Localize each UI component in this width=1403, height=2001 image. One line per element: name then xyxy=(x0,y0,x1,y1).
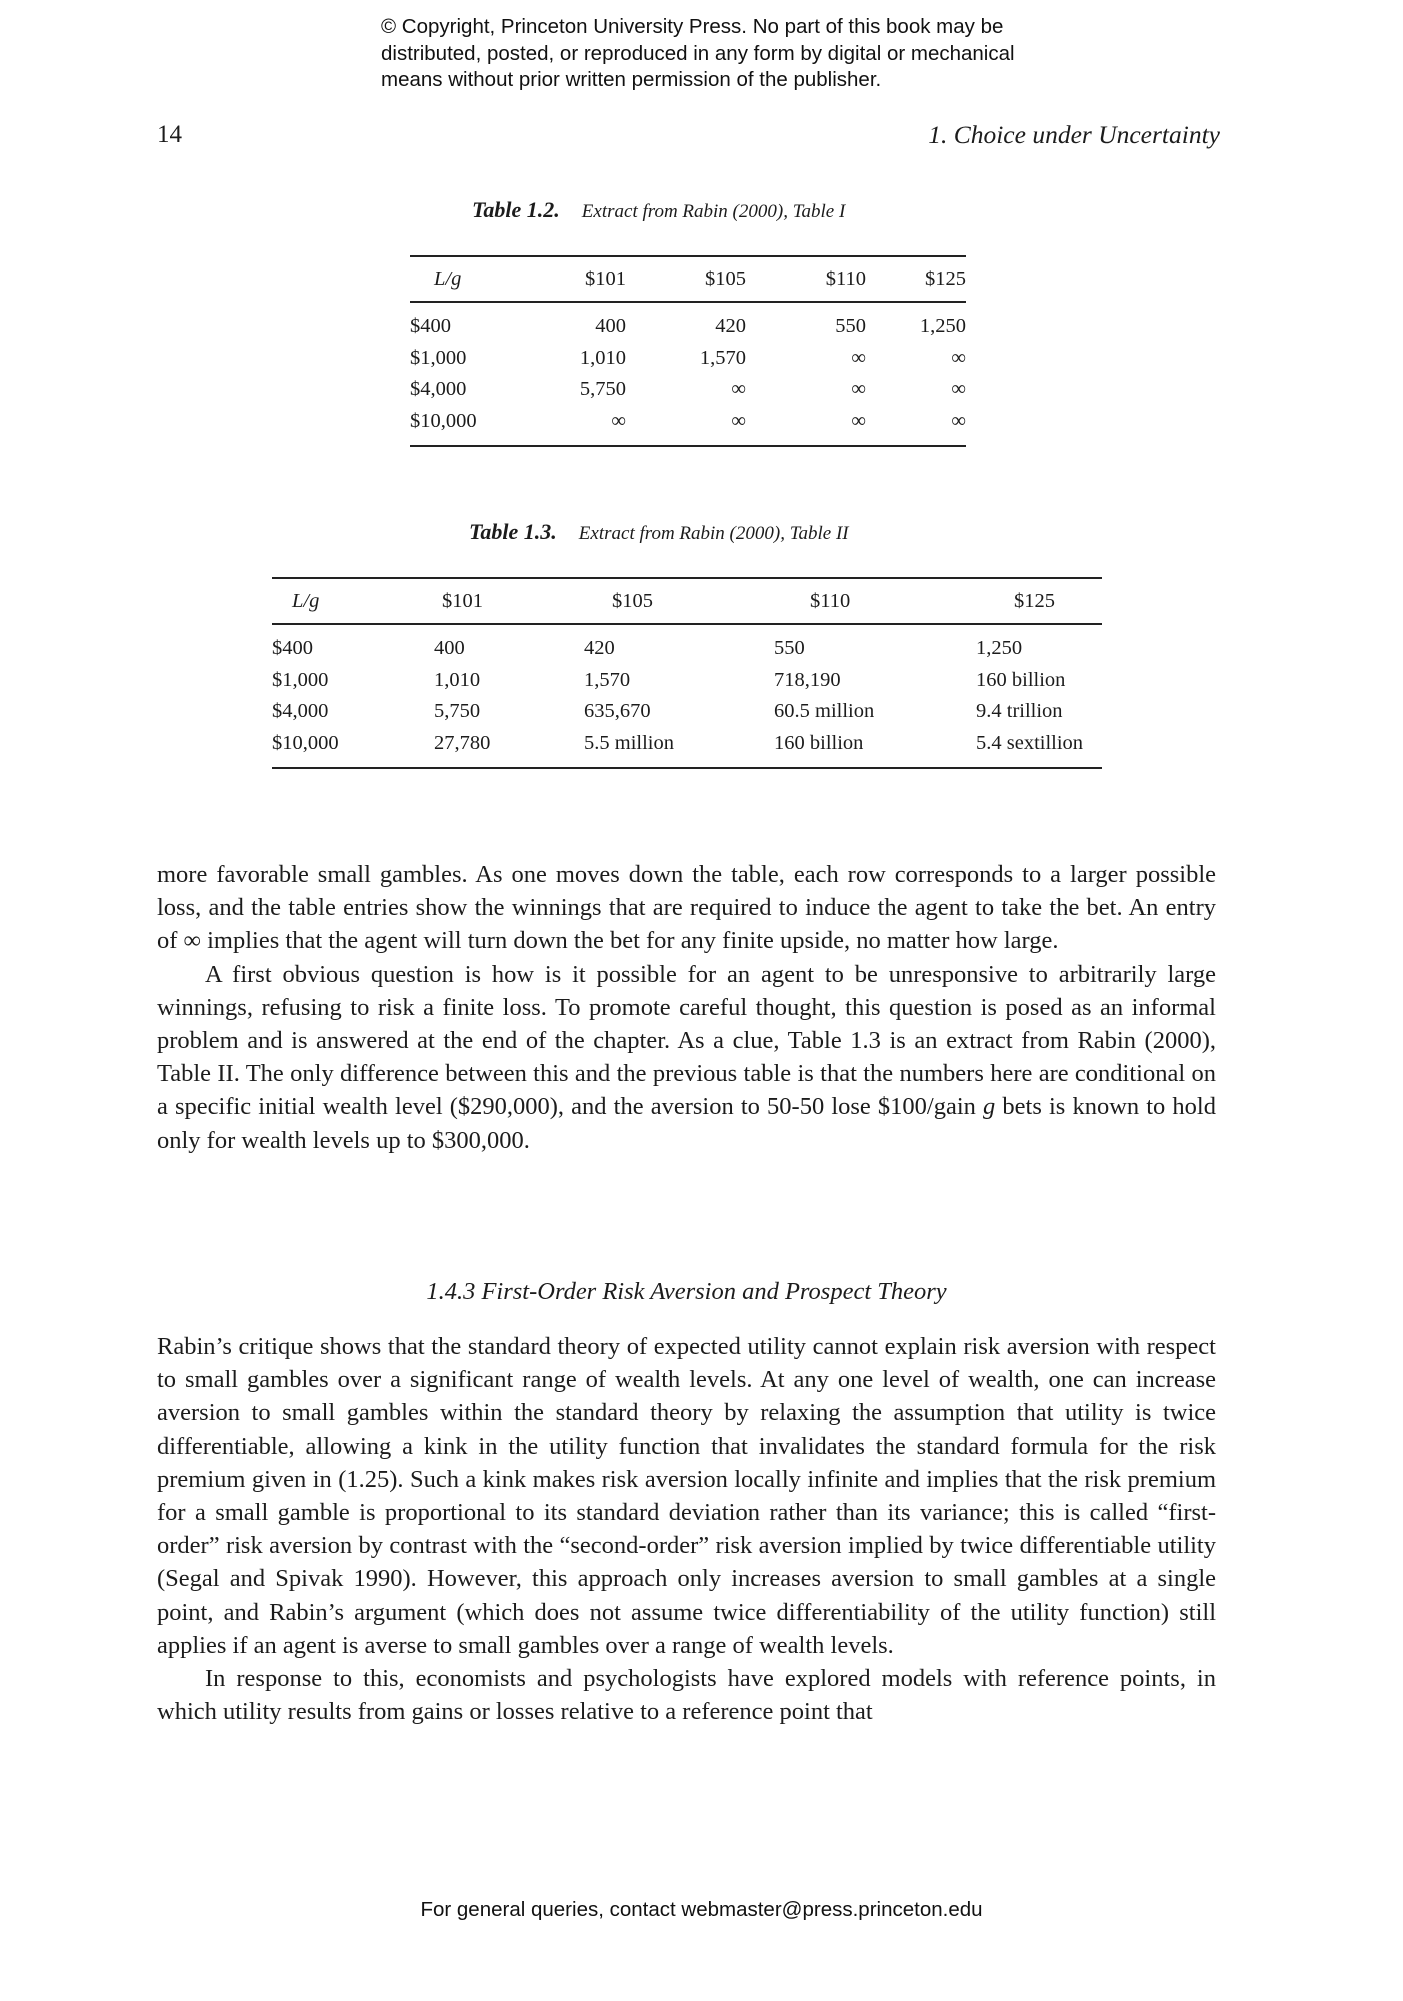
table-cell: 1,570 xyxy=(584,668,631,691)
math-variable: g xyxy=(983,1093,996,1121)
table-row xyxy=(272,696,1102,728)
table-cell: ∞ xyxy=(731,409,746,432)
table-cell: 550 xyxy=(774,637,805,660)
table-cell: 160 billion xyxy=(976,668,1066,691)
table-cell: ∞ xyxy=(951,378,966,401)
table-row xyxy=(410,406,966,447)
column-header: $105 xyxy=(584,578,774,624)
table-cell: 9.4 trillion xyxy=(976,700,1063,723)
table-cell: 5.4 sextillion xyxy=(976,731,1084,754)
body-text-block-2 xyxy=(157,1330,1216,1728)
copyright-notice xyxy=(381,14,1141,94)
copyright-line: distributed, posted, or reproduced in any form by digital or mechanical xyxy=(381,41,1015,65)
row-header: $4,000 xyxy=(410,378,467,401)
column-header: $125 xyxy=(976,578,1102,624)
table-row xyxy=(272,624,1102,665)
table-cell: ∞ xyxy=(611,409,626,432)
text-run: A first obvious question is how is it possible for an agent to be unresponsive to arbitrarily large winnings, refusing to risk a finite loss. To promote careful thought, this question is posed as an informal problem and is answered at the end of the chapter. As a clue, Table 1.3 is an extract from Rabin (2000), Table II. The only difference between this and the previous table is that the numbers here are conditional on a specific initial wealth level ($290,000), and the aversion to 50-50 lose $100/gain xyxy=(157,960,1216,1121)
table-caption-text: Extract from Rabin (2000), Table I xyxy=(581,201,846,222)
table-cell: 420 xyxy=(584,637,615,660)
text-run: bets is known to hold only for wealth levels up to $300,000. xyxy=(157,1093,1216,1154)
column-header: $105 xyxy=(626,256,746,302)
table-cell: 635,670 xyxy=(584,700,651,723)
column-header: $110 xyxy=(746,256,866,302)
column-header: $110 xyxy=(774,578,976,624)
table-row xyxy=(410,302,966,343)
table-caption-text: Extract from Rabin (2000), Table II xyxy=(578,523,849,544)
table-cell: 420 xyxy=(715,315,746,338)
table-1-2-caption xyxy=(472,197,845,223)
table-header-row xyxy=(272,578,1102,624)
table-cell: 1,570 xyxy=(699,346,746,369)
table-cell: 1,250 xyxy=(976,637,1023,660)
paragraph xyxy=(157,958,1216,1157)
row-header: $4,000 xyxy=(272,700,329,723)
table-header-row xyxy=(410,256,966,302)
table-cell: ∞ xyxy=(951,409,966,432)
row-header: $10,000 xyxy=(410,409,477,432)
table-row xyxy=(410,374,966,406)
column-header: $125 xyxy=(866,256,966,302)
row-header: $400 xyxy=(272,637,313,660)
column-header: $101 xyxy=(434,578,584,624)
table-cell: 27,780 xyxy=(434,731,491,754)
table-cell: 1,250 xyxy=(919,315,966,338)
row-header: $1,000 xyxy=(272,668,329,691)
table-cell: 550 xyxy=(835,315,866,338)
table-cell: ∞ xyxy=(851,346,866,369)
table-cell: ∞ xyxy=(951,346,966,369)
row-header: $10,000 xyxy=(272,731,339,754)
row-header: $1,000 xyxy=(410,346,467,369)
table-cell: 5.5 million xyxy=(584,731,674,754)
table-1-3-caption xyxy=(469,519,849,545)
table-cell: 1,010 xyxy=(579,346,626,369)
page-number: 14 xyxy=(157,121,182,148)
body-text-block-1 xyxy=(157,858,1216,1157)
table-cell: ∞ xyxy=(851,378,866,401)
column-header: L/g xyxy=(272,578,434,624)
table-row xyxy=(272,728,1102,769)
table-cell: 5,750 xyxy=(579,378,626,401)
table-cell: 5,750 xyxy=(434,700,481,723)
table-cell: ∞ xyxy=(731,378,746,401)
paragraph: more favorable small gambles. As one moves down the table, each row corresponds to a larger possible loss, and the table entries show the winnings that are required to induce the agent to take the bet. An entry of ∞ implies that the agent will turn down the bet for any finite upside, no matter how large. xyxy=(157,861,1216,955)
paragraph: Rabin’s critique shows that the standard theory of expected utility cannot explain risk aversion with respect to small gambles over a significant range of wealth levels. At any one level of wealth, one can increase aversion to small gambles within the standard theory by relaxing the assumption that utility is twice differentiable, allowing a kink in the utility function that invalidates the standard formula for the risk premium given in (1.25). Such a kink makes risk aversion locally infinite and implies that the risk premium for a small gamble is proportional to its standard deviation rather than its variance; this is called “first-order” risk aversion by contrast with the “second-order” risk aversion implied by twice differentiable utility (Segal and Spivak 1990). However, this approach only increases aversion to small gambles at a single point, and Rabin’s argument (which does not assume twice differentiability of the utility function) still applies if an agent is averse to small gambles over a range of wealth levels. xyxy=(157,1333,1216,1659)
section-heading: 1.4.3 First-Order Risk Aversion and Prospect Theory xyxy=(426,1278,947,1305)
table-row xyxy=(272,665,1102,697)
paragraph: In response to this, economists and psychologists have explored models with reference points, in which utility results from gains or losses relative to a reference point that xyxy=(157,1665,1216,1726)
column-header: $101 xyxy=(530,256,626,302)
table-cell: ∞ xyxy=(851,409,866,432)
row-header: $400 xyxy=(410,315,451,338)
column-header: L/g xyxy=(410,256,530,302)
table-cell: 400 xyxy=(595,315,626,338)
footer-contact: For general queries, contact webmaster@press.princeton.edu xyxy=(420,1898,983,1921)
table-cell: 1,010 xyxy=(434,668,481,691)
running-head: 1. Choice under Uncertainty xyxy=(928,120,1220,149)
table-1-2 xyxy=(410,255,966,447)
table-label: Table 1.3. xyxy=(469,519,557,544)
copyright-line: means without prior written permission of the publisher. xyxy=(381,68,882,91)
table-label: Table 1.2. xyxy=(472,197,560,222)
table-1-3 xyxy=(272,577,1102,769)
table-row xyxy=(410,343,966,375)
table-cell: 60.5 million xyxy=(774,700,875,723)
table-cell: 160 billion xyxy=(774,731,864,754)
table-cell: 718,190 xyxy=(774,668,841,691)
copyright-line: © Copyright, Princeton University Press. No part of this book may be xyxy=(381,15,1004,38)
table-cell: 400 xyxy=(434,637,465,660)
